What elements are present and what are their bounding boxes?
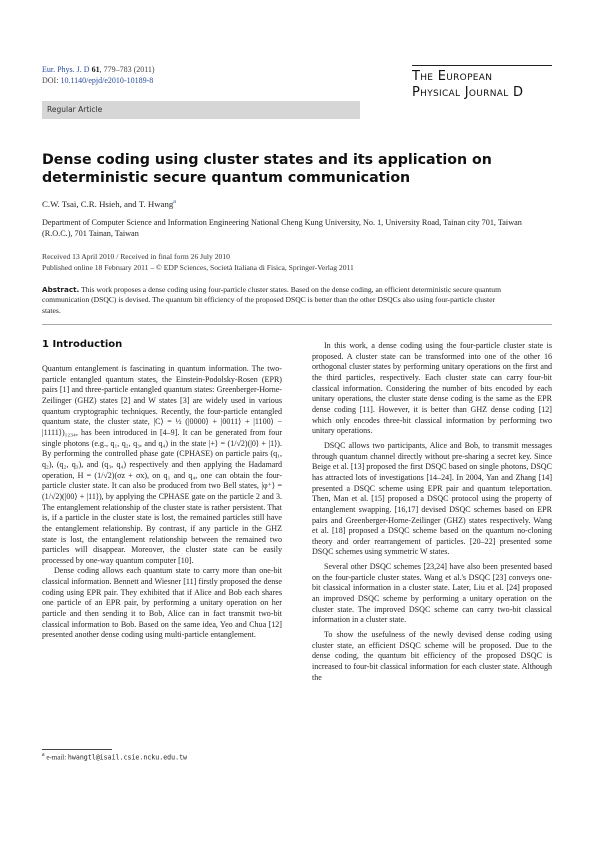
paragraph: Dense coding allows each quantum state to carry more than one-bit classical information. Bennett and Wiesner [11] firstly proposed the dense coding using EPR pair. They exhibited that if Alice and Bob each shares one particle of an EPR pair, by performing a unitary operation on her particle and then sending it to Bob, Alice can in fact transmit two-bit classical information to Bob. Based on the same idea, Yeo and Chua [12] presented another dense coding using multi-particle entanglement.: [42, 566, 282, 640]
abstract-label: Abstract.: [42, 285, 80, 294]
footnote-label: e-mail:: [46, 753, 68, 762]
abstract: [42, 285, 512, 316]
doi-prefix: DOI:: [42, 76, 61, 85]
doi-link[interactable]: 10.1140/epjd/e2010-10189-8: [60, 76, 154, 85]
email-address[interactable]: hwangtl@isail.csie.ncku.edu.tw: [67, 753, 188, 762]
article-type-bar: Regular Article: [42, 101, 360, 119]
journal-brand-line-2: Physical Journal D: [412, 85, 524, 100]
section-number: 1: [42, 339, 49, 350]
journal-pages: , 779–783 (2011): [99, 65, 155, 74]
journal-citation: [42, 64, 155, 86]
paragraph: In this work, a dense coding using the four-particle cluster state is proposed. A cluster state can be transformed into one of the other 16 orthogonal cluster states by performing unitary operations on the first and the third particles, respectively. Each cluster state can carry four-bit classical information. Considering the number of bits encoded by each unitary operations, the cluster state dense coding is the same as the EPR dense coding [11]. However, it is better than GHZ dense coding [12] which only encodes three-bit classical information by performing two unitary operations.: [312, 341, 552, 436]
received-date: Received 13 April 2010 / Received in final form 26 July 2010: [42, 252, 230, 261]
paragraph: To show the usefulness of the newly devised dense coding using cluster state, an efficient DSQC scheme will be proposed. Due to the dense coding, the quantum bit efficiency of the proposed DSQC is increased to four-bit classical information for each cluster state. Although the: [312, 630, 552, 682]
abstract-text: This work proposes a dense coding using four-particle cluster states. Based on the dense coding, an efficient deterministic secure quantum communication (DSQC) is devised. The quantum bit efficiency of the proposed DSQC is better than the other DSQCs also using four-particle cluster states.: [42, 285, 501, 315]
published-date: Published online 18 February 2011 – © EDP Sciences, Società Italiana di Fisica, Springer-Verlag 2011: [42, 263, 354, 272]
affiliation: Department of Computer Science and Information Engineering National Cheng Kung University, No. 1, University Road, Tainan city 701, Taiwan (R.O.C.), 701 Tainan, Taiwan: [42, 218, 522, 238]
publication-dates: [42, 251, 354, 273]
footnote-mark: a: [42, 752, 45, 758]
section-title: Introduction: [52, 339, 123, 350]
abstract-divider: [42, 324, 552, 325]
section-heading: [42, 339, 122, 350]
footnote: [42, 752, 187, 761]
right-column: [312, 341, 552, 771]
paragraph: Quantum entanglement is fascinating in quantum information. The two-particle entangled quantum states, the Einstein-Podolsky-Rosen (EPR) pairs [1] and three-particle entangled quantum states: Greenberger-Horne-Zeilinger (GHZ) states [2] and W states [3] are widely used in various quantum cryptographic techniques. Recently, the four-particle entangled quantum state, the cluster state, |C⟩ = ½ (|0000⟩ + |0011⟩ + |1100⟩ − |1111⟩)₁₂₃₄, has been introduced in [4–9]. It can be generated from four single photons (e.g., q₁, q₂, q₃, and q₄) in the state |+⟩ = (1/√2)(|0⟩ + |1⟩). By performing the controlled phase gate (CPHASE) on particle pairs (q₁, q₂), (q₂, q₃), and (q₃, q₄) respectively and then applying the Hadamard operation, H = (1/√2)(σz + σx), on q₁ and q₄, one can obtain the four-particle cluster state. It can also be produced from two Bell states, |φ⁺⟩ = (1/√2)(|00⟩ + |11⟩), by applying the CPHASE gate on the particle 2 and 3. The entanglement relationship of the cluster state is rather persistent. That is, if a particle in the cluster state is lost, the remained particles still have the entanglement relationship. By contrast, if any particle in the GHZ state is lost, the entanglement relationship between the remained two particles will disappear. Moreover, the cluster state can be easily processed by one-way quantum computer [10].: [42, 364, 282, 565]
author-footnote-mark[interactable]: a: [173, 199, 176, 206]
paper-title: Dense coding using cluster states and its application on deterministic secure quantum communication: [42, 152, 492, 186]
journal-brand: [412, 65, 552, 101]
footnote-divider: [42, 749, 112, 750]
paragraph: DSQC allows two participants, Alice and Bob, to transmit messages through quantum channel directly without pre-sharing a secret key. Since Beige et al. [13] proposed the first DSQC based on single photons, DSQC has attracted lots of investigations [14–24]. In 2004, Yan and Zhang [14] presented a DSQC scheme using EPR pair and quantum teleportation. Then, Man et al. [15] proposed a DSQC protocol using the property of entanglement swapping. [16,17] devised DSQC schemes based on EPR pairs and Greenberger-Horne-Zeilinger (GHZ) states respectively. Wang et al. [18] proposed a DSQC scheme based on the quantum no-cloning theory and order rearrangement of particles. [20–22] presented some DSQC schemes using symmetric W states.: [312, 440, 552, 557]
journal-volume: 61: [91, 65, 100, 74]
author-names: C.W. Tsai, C.R. Hsieh, and T. Hwang: [42, 199, 174, 209]
author-list: [42, 199, 176, 209]
left-column: [42, 364, 282, 714]
paragraph: Several other DSQC schemes [23,24] have also been presented based on the four-particle cluster states. Wang et al.'s DSQC [23] conveys one-bit classical information in a cluster state. Later, Liu et al. [24] proposed an improved DSQC scheme by performing a unitary operation on the cluster state. The improved DSQC scheme can carry two-bit classical information in a cluster state.: [312, 562, 552, 625]
journal-name-link[interactable]: Eur. Phys. J. D: [42, 65, 90, 74]
journal-brand-line-1: The European: [412, 69, 493, 84]
